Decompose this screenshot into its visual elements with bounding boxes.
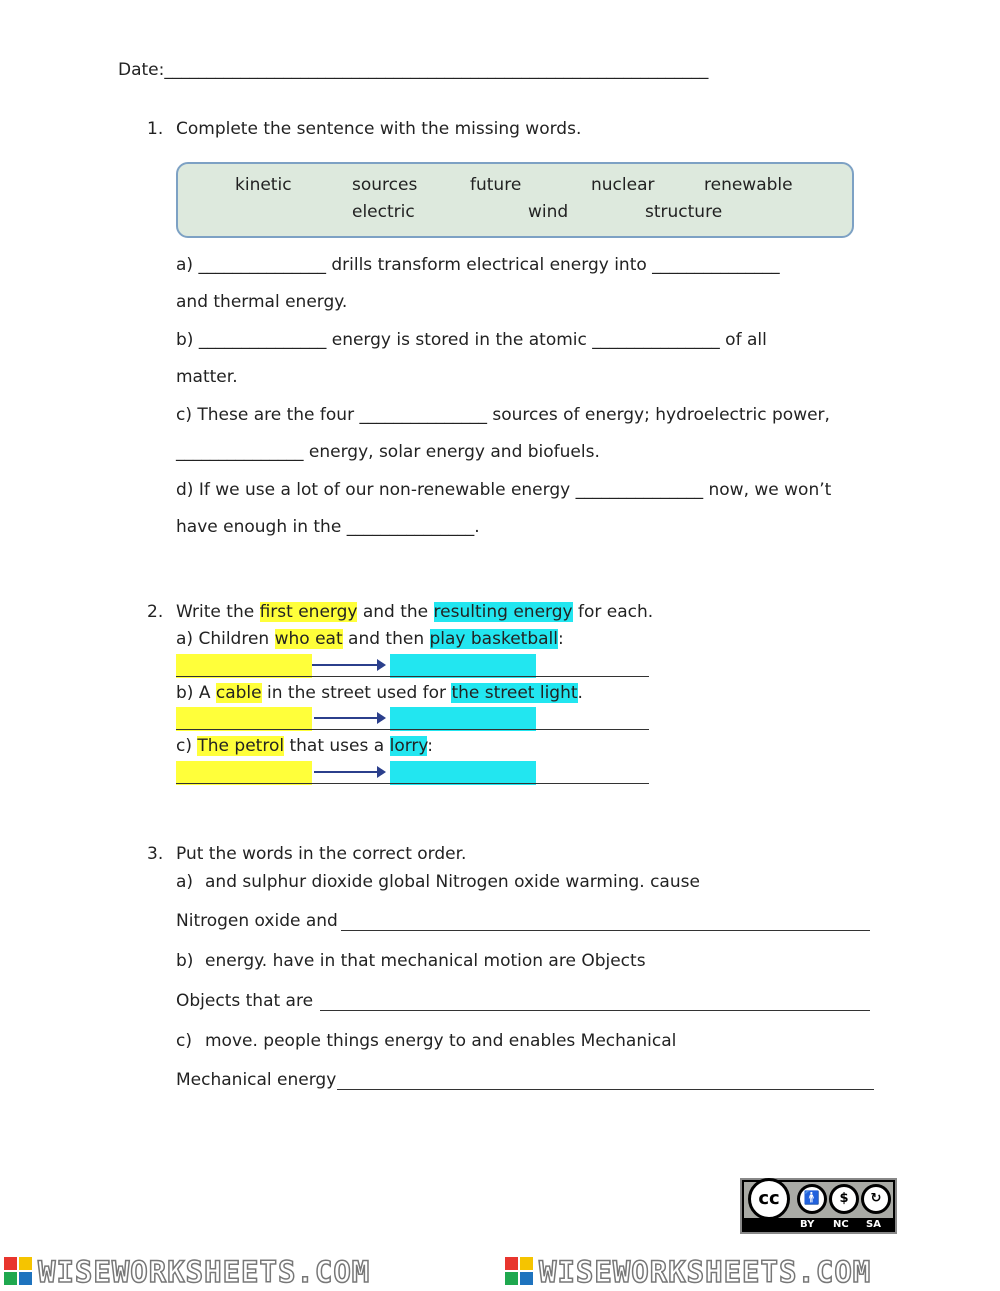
q2-item-a: a) Children who eat and then play basketball: <box>176 629 564 649</box>
answer-line <box>176 729 649 730</box>
q1-line: matter. <box>176 367 238 387</box>
word-bank-item: nuclear <box>591 175 655 195</box>
q3-b-answer-line[interactable] <box>320 1010 870 1011</box>
word-bank-item: electric <box>352 202 415 222</box>
footer-site-text: WISEWORKSHEETS.COM <box>539 1255 872 1289</box>
first-energy-answer-box[interactable] <box>176 707 312 731</box>
q3-a-start: Nitrogen oxide and <box>176 911 338 931</box>
sa-label: SA <box>866 1219 881 1230</box>
q2-instruction: Write the first energy and the resulting energy for each. <box>176 602 654 622</box>
q1-instruction: Complete the sentence with the missing words. <box>176 119 582 139</box>
resulting-energy-answer-box[interactable] <box>390 761 536 785</box>
word-bank-item: structure <box>645 202 723 222</box>
q3-number: 3. <box>147 844 164 864</box>
arrow-icon <box>312 664 384 666</box>
q3-instruction: Put the words in the correct order. <box>176 844 467 864</box>
footer-site-text: WISEWORKSHEETS.COM <box>38 1255 371 1289</box>
q1-line: and thermal energy. <box>176 292 348 312</box>
q1-line: a) _______________ drills transform electrical energy into _______________ <box>176 255 780 275</box>
word-bank-item: future <box>470 175 522 195</box>
word-bank-item: kinetic <box>235 175 292 195</box>
q1-number: 1. <box>147 119 164 139</box>
q3-a-words: and sulphur dioxide global Nitrogen oxide warming. cause <box>205 872 700 892</box>
q3-a-answer-line[interactable] <box>341 930 870 931</box>
q1-line: d) If we use a lot of our non-renewable energy _______________ now, we won’t <box>176 480 832 500</box>
answer-line <box>176 783 649 784</box>
arrow-icon <box>314 717 384 719</box>
q3-c-answer-line[interactable] <box>337 1089 874 1090</box>
q1-line: c) These are the four _______________ sources of energy; hydroelectric power, <box>176 405 830 425</box>
sharealike-icon: ↻ <box>861 1184 891 1214</box>
q3-b-start: Objects that are <box>176 991 314 1011</box>
q3-a-label: a) <box>176 872 194 892</box>
arrow-icon <box>314 771 384 773</box>
q2-number: 2. <box>147 602 164 622</box>
q3-c-label: c) <box>176 1031 192 1051</box>
word-bank-item: renewable <box>704 175 793 195</box>
highlight-resulting-energy: resulting energy <box>433 602 573 622</box>
by-label: BY <box>800 1219 815 1230</box>
word-bank-item: sources <box>352 175 418 195</box>
q1-line: have enough in the _______________. <box>176 517 480 537</box>
cc-license-badge <box>740 1178 897 1234</box>
q3-c-start: Mechanical energy <box>176 1070 337 1090</box>
q2-item-b: b) A cable in the street used for the street light. <box>176 683 583 703</box>
first-energy-answer-box[interactable] <box>176 761 312 785</box>
q1-line: b) _______________ energy is stored in the atomic _______________ of all <box>176 330 767 350</box>
q3-b-words: energy. have in that mechanical motion are Objects <box>205 951 646 971</box>
first-energy-answer-box[interactable] <box>176 654 312 678</box>
nc-label: NC <box>833 1219 849 1230</box>
cc-icon: cc <box>748 1178 790 1220</box>
noncommercial-icon: $ <box>829 1184 859 1214</box>
q3-c-words: move. people things energy to and enables Mechanical <box>205 1031 677 1051</box>
wiseworksheets-logo-icon <box>4 1257 34 1287</box>
q1-line: _______________ energy, solar energy and biofuels. <box>176 442 600 462</box>
resulting-energy-answer-box[interactable] <box>390 707 536 731</box>
footer-watermark <box>0 1253 1000 1291</box>
highlight-first-energy: first energy <box>259 602 358 622</box>
word-bank <box>176 162 854 238</box>
q3-b-label: b) <box>176 951 194 971</box>
answer-line <box>176 676 649 677</box>
wiseworksheets-logo-icon <box>505 1257 535 1287</box>
resulting-energy-answer-box[interactable] <box>390 654 536 678</box>
date-line: Date:________________________________________________________________ <box>118 60 709 80</box>
attribution-icon: 🚹 <box>797 1184 827 1214</box>
q2-item-c: c) The petrol that uses a lorry: <box>176 736 433 756</box>
word-bank-item: wind <box>528 202 569 222</box>
